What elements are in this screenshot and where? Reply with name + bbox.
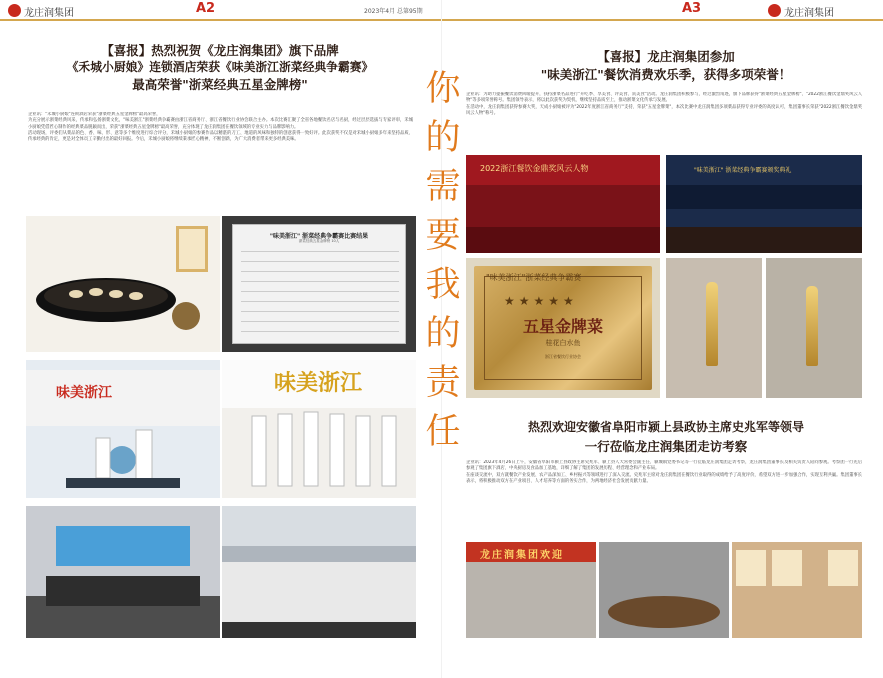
right-headline-2	[466, 418, 866, 456]
meeting-room-illustration	[599, 542, 729, 638]
certificate-row-line	[241, 311, 399, 312]
award-ceremony-photo	[26, 506, 220, 638]
right-page-number: A3	[682, 1, 702, 16]
plaque-stars: ★★★★★	[504, 294, 578, 308]
slogan-char: 我	[425, 265, 461, 305]
trophy-icon	[806, 286, 818, 366]
plaque-issuer: 浙江省餐饮行业协会	[545, 354, 581, 359]
award-stage-photo	[466, 155, 660, 253]
left-headline-line-2: 《禾城小厨娘》连锁酒店荣获《味美浙江浙菜经典争霸赛》	[66, 60, 374, 74]
chef-stage-illustration	[26, 360, 220, 498]
gold-plaque-photo	[466, 258, 660, 398]
left-article-paragraph-2: 活动现场，评委们从菜品的色、香、味、形、意等多个维度进行综合评分，禾城小厨娘的参赛作品以精湛的刀工、地道的风味和独特的创意获得一致好评。此次获奖不仅是对禾城小厨娘多年来坚持品质、传承经典的肯定，更是对全体员工辛勤付出的最好回报。今后，禾城小厨娘将继续秉承匠心精神，不断创新，为广大消费者带来更多经典美味。	[28, 130, 413, 143]
slogan-char: 你	[425, 69, 461, 109]
right-article-2-paragraph-1: 企业讯：2023年4月26日上午，安徽省阜阳市颍上县政协主席史兆军、颍上县人大常委会副主任、颍城镇党委书记等一行莅临龙庄润集团走访考察，龙庄润集团董事长及相关负责人陪同参观。考察团一行先后参观了集团旗下酒店、中央厨房及食品加工基地，详细了解了集团的发展历程、经营理念和产业布局。	[466, 460, 862, 472]
full-team-photo	[222, 506, 416, 638]
certificate-photo	[222, 216, 416, 352]
right-page-header	[442, 0, 883, 20]
chef-stage-photo	[26, 360, 220, 498]
plaque-dish-name: 桂花白水鱼	[545, 339, 581, 347]
trophy-photo-1	[666, 258, 762, 398]
result-certificate	[232, 224, 406, 344]
certificate-title: "味美浙江" 浙菜经典争霸赛比赛结果	[269, 233, 369, 240]
right-article-1-paragraph-1: 企业讯：为助力提振餐饮消费回暖提升，扶持浙菜名品进行"开吃季、享美食、评美食、赏美食"活动。龙庄润集团积极参与，经过激烈角逐，旗下品牌获得"浙菜经典五星金牌榜"、"2022浙江餐饮金鼎奖风云人物"等多项荣誉称号。集团领导表示，将以此次获奖为契机，继续坚持品质至上，推动浙菜文化传承与发展。	[466, 92, 862, 104]
signboard-text: 龙庄润集团欢迎	[480, 550, 564, 561]
left-page-number: A2	[196, 1, 216, 16]
certificate-row-line	[241, 291, 399, 292]
right-headline-2-line-1: 热烈欢迎安徽省阜阳市颍上县政协主席史兆军等领导	[527, 420, 804, 434]
dish-photo	[26, 216, 220, 352]
right-article-2-text	[466, 460, 862, 532]
left-article-text	[28, 112, 413, 196]
left-header-rule	[0, 19, 441, 21]
certificate-row-line	[241, 261, 399, 262]
right-headline-1	[466, 48, 866, 84]
left-article-lead: 企业讯："禾城小厨娘"连锁酒店荣获"浙菜经典五星金牌榜"最高荣誉，	[28, 112, 161, 117]
left-headline	[20, 42, 420, 93]
vertical-slogan	[423, 69, 463, 464]
slogan-char: 任	[425, 412, 461, 452]
right-headline-1-line-1: 【喜报】龙庄润集团参加	[597, 49, 735, 64]
certificate-row-line	[241, 251, 399, 252]
banner-logo-text: 味美浙江	[274, 371, 363, 396]
plaque-heading: "味美浙江"浙菜经典争霸赛	[486, 273, 582, 282]
ceremony-banner-caption: "味美浙江" 浙菜经典争霸赛颁奖典礼	[694, 167, 792, 174]
left-page-header	[0, 0, 441, 20]
slogan-char: 的	[425, 314, 461, 354]
certificate-subtitle: 浙菜经典五星金牌榜 10人	[298, 239, 340, 243]
right-article-1-paragraph-2: 在活动中，龙庄润集团获得参赛大奖，天成小厨娘被评为"2022年度浙江省商务厅"支持、荣获"五星金牌菜"，本次比赛中龙庄润集团多项菜品获得专业评委的高度认可，集团董事长荣获"2022浙江餐饮金鼎奖风云人物"称号。	[466, 104, 862, 116]
showroom-illustration	[732, 542, 862, 638]
slogan-char: 的	[425, 118, 461, 158]
slogan-char: 需	[425, 167, 461, 207]
slogan-char: 要	[425, 216, 461, 256]
banner-logo-text: 味美浙江	[56, 385, 112, 401]
left-brand-name: 龙庄润集团	[24, 8, 74, 19]
welcome-signboard	[466, 542, 596, 562]
certificate-row-line	[241, 331, 399, 332]
certificate-row-line	[241, 301, 399, 302]
stage-banner-caption: 2022浙江餐饮金鼎奖风云人物	[480, 164, 589, 173]
certificate-row-line	[241, 271, 399, 272]
right-headline-2-line-2: 一行莅临龙庄润集团走访考察	[584, 439, 748, 454]
full-team-illustration	[222, 506, 416, 638]
welcome-group-photo	[466, 542, 596, 638]
certificate-row-line	[241, 321, 399, 322]
meeting-room-photo	[599, 542, 729, 638]
right-header-rule	[442, 19, 883, 21]
five-star-plaque	[474, 266, 652, 390]
left-headline-line-3: 最高荣誉"浙菜经典五星金牌榜"	[132, 77, 308, 92]
trophy-photo-2	[766, 258, 862, 398]
group-logo-icon	[8, 4, 21, 17]
award-ceremony-stage-photo	[666, 155, 862, 253]
right-article-2-paragraph-2: 在座谈交流中，双方就餐饮产业发展、农产品深加工、乡村振兴等领域进行了深入交流。史兆军主席对龙庄润集团在餐饮行业取得的成绩给予了高度评价，希望双方进一步加强合作，实现互利共赢。集团董事长表示，将积极推动双方在产业项目、人才培养等方面的务实合作，为两地经济社会发展贡献力量。	[466, 472, 862, 484]
award-ceremony-illustration	[26, 506, 220, 638]
chefs-group-photo	[222, 360, 416, 498]
issue-date: 2023年4月 总第95期	[364, 8, 423, 15]
right-article-1-text	[466, 92, 862, 148]
slogan-char: 责	[425, 363, 461, 403]
showroom-photo	[732, 542, 862, 638]
right-brand-name: 龙庄润集团	[784, 8, 834, 19]
right-headline-1-line-2: "味美浙江"餐饮消费欢乐季，获得多项荣誉！	[540, 67, 792, 82]
plaque-award-title: 五星金牌菜	[522, 317, 603, 336]
trophy-icon	[706, 282, 718, 366]
left-headline-line-1: 【喜报】热烈祝贺《龙庄润集团》旗下品牌	[101, 43, 339, 58]
group-logo-icon	[768, 4, 781, 17]
certificate-row-line	[241, 281, 399, 282]
dish-illustration	[26, 216, 220, 352]
left-article-paragraph-1: 为充分展示浙菜经典风采，传承和弘扬浙菜文化，"味美浙江"浙菜经典争霸赛由浙江省商务厅、浙江省餐饮行业协会联合主办。本次比赛汇聚了全省各地餐饮名店与名厨，经过层层选拔与专家评审，禾城小厨娘凭借匠心制作的经典菜品脱颖而出，荣获"浙菜经典五星金牌榜"最高荣誉，充分体现了龙庄润集团在餐饮领域的专业实力与品牌影响力。	[28, 118, 413, 130]
